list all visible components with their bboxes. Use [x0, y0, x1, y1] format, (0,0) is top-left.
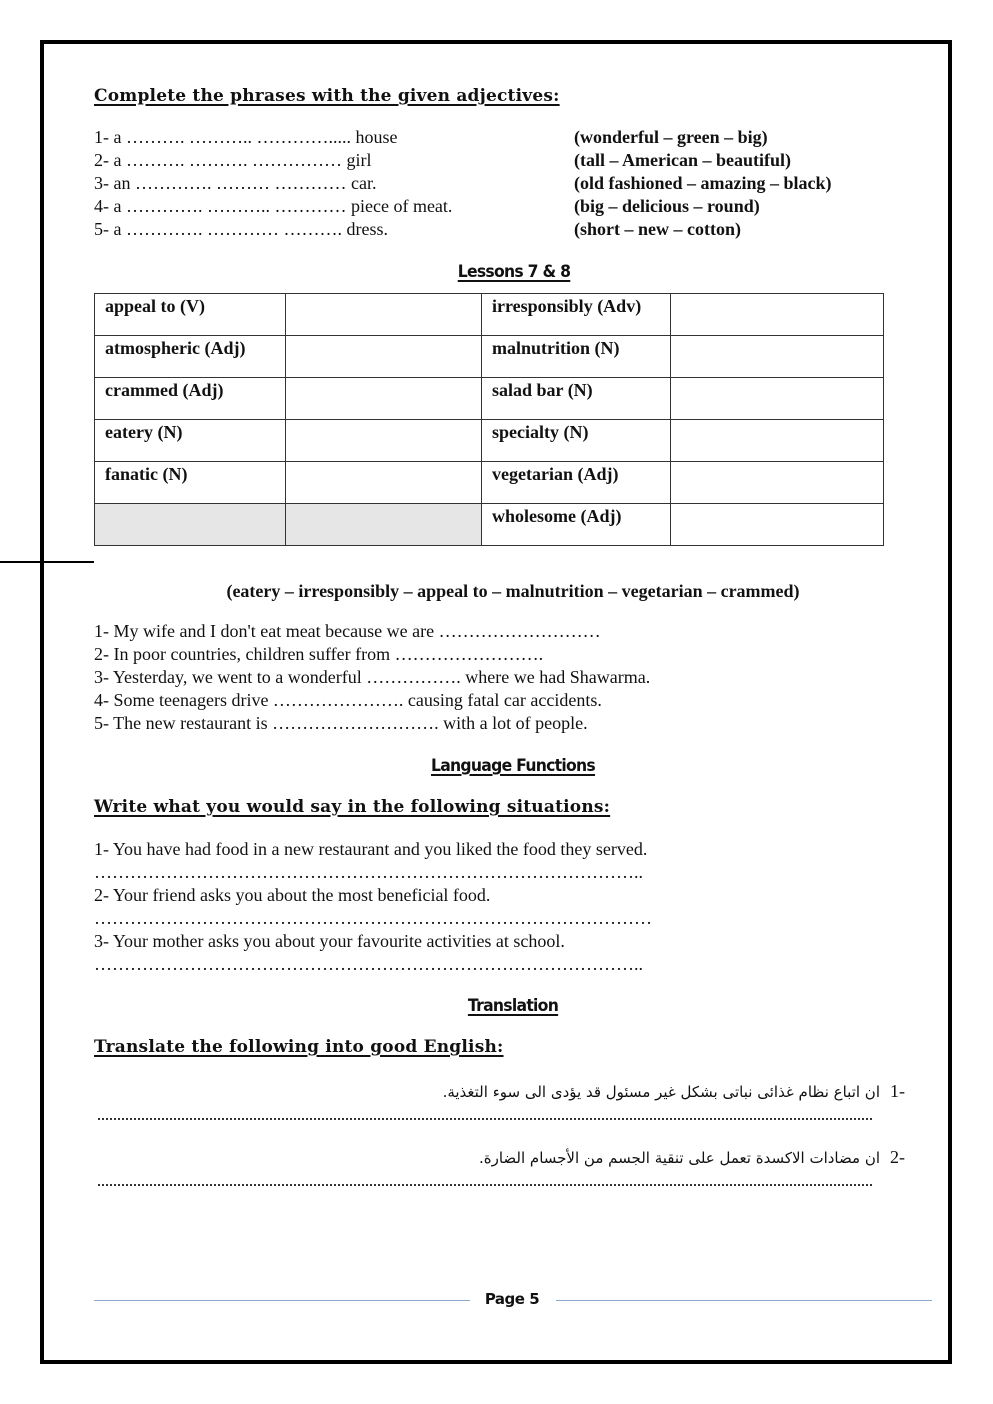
sentence-item: 4- Some teenagers drive …………………. causing fatal car accidents.: [94, 690, 602, 710]
translation-answer-line[interactable]: [98, 1184, 872, 1186]
phrase-item: 3- an …………. ……… ………… car.: [94, 173, 377, 193]
phrase-item: 1- a ………. ……….. …………..... house: [94, 127, 398, 147]
arabic-sentence: ان مضادات الاكسدة تعمل على تنقية الجسم من الأجسام الضارة.: [478, 1149, 880, 1167]
word-bank: (eatery – irresponsibly – appeal to – malnutrition – vegetarian – crammed): [226, 581, 800, 601]
footer-divider-right: [556, 1300, 932, 1301]
section-heading-translate: Translate the following into good English:: [94, 1037, 504, 1057]
sentence-item: 5- The new restaurant is ………………………. with a lot of people.: [94, 713, 588, 733]
vocab-answer-cell[interactable]: [671, 336, 884, 378]
item-number: -2: [890, 1147, 905, 1167]
language-functions-title: Language Functions: [430, 756, 596, 776]
vocab-answer-cell[interactable]: [671, 420, 884, 462]
vocab-answer-cell[interactable]: [671, 378, 884, 420]
vocab-word: crammed (Adj): [95, 378, 286, 420]
footer-divider-left: [94, 1300, 470, 1301]
table-row: [95, 378, 884, 420]
vocab-word: fanatic (N): [95, 462, 286, 504]
table-row: [95, 336, 884, 378]
translation-answer-line[interactable]: [98, 1118, 872, 1120]
empty-shaded-cell: [95, 504, 286, 546]
vocab-answer-cell[interactable]: [671, 294, 884, 336]
margin-marker: [0, 561, 94, 563]
sentence-item: 2- In poor countries, children suffer from …………………….: [94, 644, 544, 664]
vocab-word: appeal to (V): [95, 294, 286, 336]
vocab-answer-cell[interactable]: [671, 462, 884, 504]
answer-line[interactable]: ………………………………………………………………………………..: [94, 862, 643, 882]
sentence-item: 3- Yesterday, we went to a wonderful ……………. where we had Shawarma.: [94, 667, 651, 687]
adjective-options: (old fashioned – amazing – black): [574, 173, 832, 193]
situation-prompt: 3- Your mother asks you about your favourite activities at school.: [94, 931, 565, 951]
phrase-item: 5- a …………. ………… ………. dress.: [94, 219, 388, 239]
section-heading-adjectives: Complete the phrases with the given adjectives:: [94, 86, 560, 106]
vocab-word: specialty (N): [482, 420, 671, 462]
vocab-answer-cell[interactable]: [286, 294, 482, 336]
table-row: [95, 462, 884, 504]
item-number: -1: [890, 1081, 905, 1101]
vocab-answer-cell[interactable]: [286, 378, 482, 420]
vocab-word: malnutrition (N): [482, 336, 671, 378]
phrase-item: 2- a ………. ………. …………… girl: [94, 150, 372, 170]
answer-line[interactable]: …………………………………………………………………………………: [94, 908, 652, 928]
table-row: [95, 420, 884, 462]
lessons-title: Lessons 7 & 8: [457, 262, 571, 282]
translation-item: [479, 1146, 905, 1169]
section-heading-situations: Write what you would say in the following situations:: [94, 797, 611, 817]
adjective-options: (short – new – cotton): [574, 219, 741, 239]
vocabulary-table: [94, 293, 884, 546]
situation-prompt: 1- You have had food in a new restaurant and you liked the food they served.: [94, 839, 648, 859]
sentence-item: 1- My wife and I don't eat meat because we are ………………………: [94, 621, 601, 641]
adjective-options: (big – delicious – round): [574, 196, 760, 216]
situation-prompt: 2- Your friend asks you about the most beneficial food.: [94, 885, 491, 905]
vocab-word: atmospheric (Adj): [95, 336, 286, 378]
vocab-word: eatery (N): [95, 420, 286, 462]
vocab-answer-cell[interactable]: [286, 462, 482, 504]
empty-shaded-cell: [286, 504, 482, 546]
vocab-word: irresponsibly (Adv): [482, 294, 671, 336]
vocab-word: vegetarian (Adj): [482, 462, 671, 504]
vocab-answer-cell[interactable]: [286, 336, 482, 378]
vocab-answer-cell[interactable]: [286, 420, 482, 462]
adjective-options: (wonderful – green – big): [574, 127, 768, 147]
page-number: Page 5: [484, 1290, 540, 1308]
translation-title: Translation: [467, 996, 559, 1016]
arabic-sentence: ان اتباع نظام غذائى نباتى بشكل غير مسئول قد يؤدى الى سوء التغذية.: [442, 1083, 880, 1101]
phrase-item: 4- a …………. ……….. ………… piece of meat.: [94, 196, 453, 216]
table-row: [95, 294, 884, 336]
answer-line[interactable]: ………………………………………………………………………………..: [94, 954, 643, 974]
vocab-word: wholesome (Adj): [482, 504, 671, 546]
translation-item: [443, 1080, 905, 1103]
adjective-options: (tall – American – beautiful): [574, 150, 791, 170]
vocab-word: salad bar (N): [482, 378, 671, 420]
vocab-answer-cell[interactable]: [671, 504, 884, 546]
table-row: [95, 504, 884, 546]
